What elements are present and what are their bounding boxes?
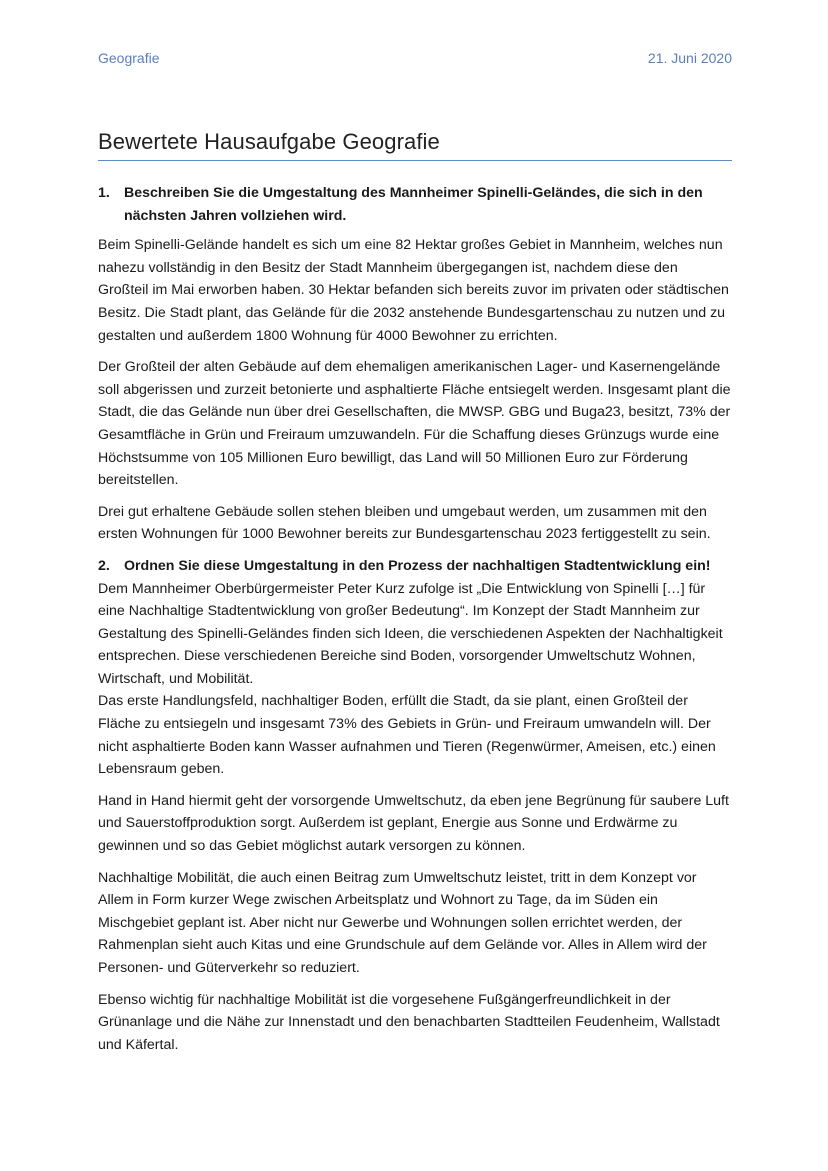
answer-paragraph: Das erste Handlungsfeld, nachhaltiger Boden, erfüllt die Stadt, da sie plant, einen Großteil der Fläche zu entsiegeln und insgesamt 73% des Gebiets in Grün- und Freiraum umwandeln will. Der nicht asphaltierte Boden kann Wasser aufnahmen und Tieren (Regenwürmer, Ameisen, etc.) einen Lebensraum geben. — [98, 693, 716, 778]
answer-paragraph: Drei gut erhaltene Gebäude sollen stehen bleiben und umgebaut werden, um zusammen mit den ersten Wohnungen für 1000 Bewohner bereits zur Bundesgartenschau 2023 fertiggestellt zu sein. — [98, 503, 711, 543]
answer-paragraph: Nachhaltige Mobilität, die auch einen Beitrag zum Umweltschutz leistet, tritt in dem Konzept vor Allem in Form kurzer Wege zwischen Arbeitsplatz und Wohnort zu Tage, da im Süden ein Mischgebiet geplant ist. Aber nicht nur Gewerbe und Wohnungen sollen errichtet werden, der Rahmenplan sieht auch Kitas und eine Grundschule auf dem Gelände vor. Alles in Allem wird der Personen- und Güterverkehr so reduziert. — [98, 869, 707, 976]
question-1 — [98, 182, 732, 227]
answer-paragraph: Dem Mannheimer Oberbürgermeister Peter Kurz zufolge ist „Die Entwicklung von Spinelli […] für eine Nachhaltige Stadtentwicklung von großer Bedeutung“. Im Konzept der Stadt Mannheim zur Gestaltung des Spinelli-Geländes finden sich Ideen, die verschiedenen Aspekten der Nachhaltigkeit entsprechen. Diese verschiedenen Bereiche sind Boden, vorsorgender Umweltschutz Wohnen, Wirtschaft, und Mobilität. — [98, 580, 723, 687]
header-subject: Geografie — [98, 50, 160, 66]
answer-paragraph: Ebenso wichtig für nachhaltige Mobilität ist die vorgesehene Fußgängerfreundlichkeit in der Grünanlage und die Nähe zur Innenstadt und den benachbarten Stadtteilen Feudenheim, Wallstadt und Käfertal. — [98, 991, 720, 1053]
document-title: Bewertete Hausaufgabe Geografie — [98, 128, 732, 161]
question-number: 2. — [98, 557, 110, 574]
answer-paragraph: Der Großteil der alten Gebäude auf dem ehemaligen amerikanischen Lager- und Kasernengelände soll abgerissen und zurzeit betonierte und asphaltierte Fläche entsiegelt werden. Insgesamt plant die Stadt, die das Gelände nun über drei Gesellschaften, die MWSP. GBG und Buga23, besitzt, 73% der Gesamtfläche in Grün und Freiraum umzuwandeln. Für die Schaffung dieses Grünzugs wurde eine Höchstsumme von 105 Millionen Euro bewilligt, das Land will 50 Millionen Euro zur Förderung bereitstellen. — [98, 359, 731, 489]
question-text: Ordnen Sie diese Umgestaltung in den Prozess der nachhaltigen Stadtentwicklung ein! — [124, 557, 711, 574]
header-date: 21. Juni 2020 — [647, 50, 732, 66]
question-2 — [98, 555, 732, 578]
question-text: Beschreiben Sie die Umgestaltung des Mannheimer Spinelli-Geländes, die sich in den nächsten Jahren vollziehen wird. — [124, 185, 703, 224]
answer-paragraph: Beim Spinelli-Gelände handelt es sich um eine 82 Hektar großes Gebiet in Mannheim, welches nun nahezu vollständig in den Besitz der Stadt Mannheim übergegangen ist, nachdem diese den Großteil im Mai erworben haben. 30 Hektar befanden sich bereits zuvor im privaten oder städtischen Besitz. Die Stadt plant, das Gelände für die 2032 anstehende Bundesgartenschau zu nutzen und zu gestalten und außerdem 1800 Wohnung für 4000 Bewohner zu errichten. — [98, 237, 729, 344]
question-number: 1. — [98, 185, 110, 201]
page-header — [98, 50, 732, 66]
document-body — [98, 182, 732, 1065]
answer-paragraph: Hand in Hand hiermit geht der vorsorgende Umweltschutz, da eben jene Begrünung für saubere Luft und Sauerstoffproduktion sorgt. Außerdem ist geplant, Energie aus Sonne und Erdwärme zu gewinnen und so das Gebiet möglichst autark versorgen zu können. — [98, 792, 729, 855]
